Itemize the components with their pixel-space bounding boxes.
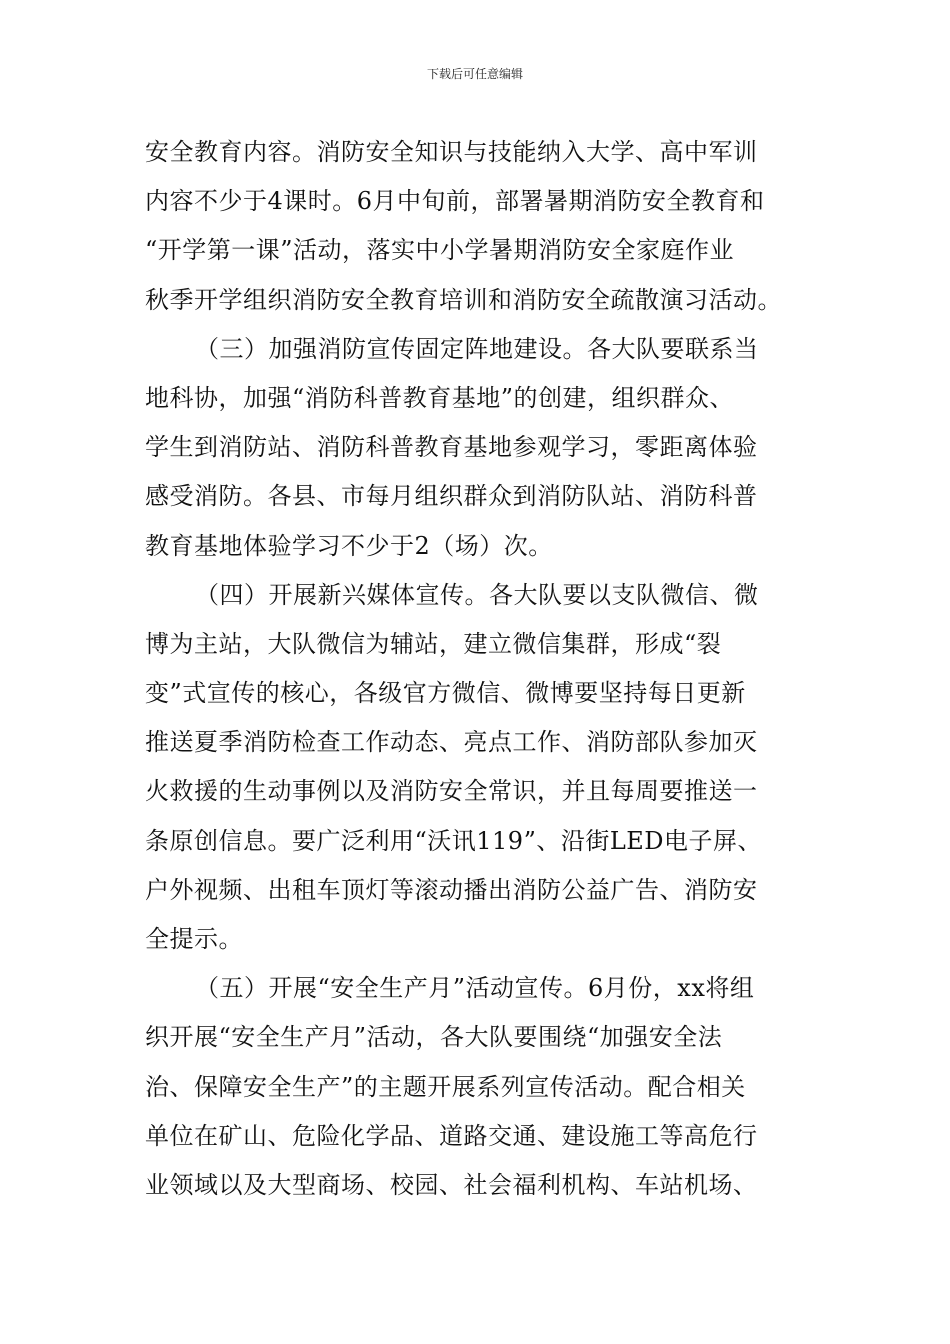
page-header: 下载后可任意编辑 (426, 67, 523, 81)
text-line: 条原创信息。要广泛利用“沃讯119”、沿街LED电子屏、 (145, 826, 763, 855)
text-line: 火救援的生动事例以及消防安全常识，并且每周要推送一 (145, 777, 758, 806)
text-line: 推送夏季消防检查工作动态、亮点工作、消防部队参加灭 (145, 728, 758, 757)
text-line: 感受消防。各县、市每月组织群众到消防队站、消防科普 (145, 482, 758, 511)
text-line: 教育基地体验学习不少于2（场）次。 (145, 531, 553, 560)
text-line: “开学第一课”活动，落实中小学暑期消防安全家庭作业 (145, 236, 735, 265)
text-line: 变”式宣传的核心，各级官方微信、微博要坚持每日更新 (145, 679, 746, 708)
text-line: 学生到消防站、消防科普教育基地参观学习，零距离体验 (145, 433, 758, 462)
text-line: 户外视频、出租车顶灯等滚动播出消防公益广告、消防安 (145, 875, 758, 904)
text-line: 地科协，加强“消防科普教育基地”的创建，组织群众、 (145, 383, 735, 412)
paragraph-start-line: （五）开展“安全生产月”活动宣传。6月份，xx将组 (195, 974, 755, 1003)
text-line: 秋季开学组织消防安全教育培训和消防安全疏散演习活动。 (145, 285, 782, 314)
text-line: 织开展“安全生产月”活动，各大队要围绕“加强安全法 (145, 1023, 723, 1052)
paragraph-start-line: （三）加强消防宣传固定阵地建设。各大队要联系当 (195, 334, 759, 363)
paragraph-start-line: （四）开展新兴媒体宣传。各大队要以支队微信、微 (195, 580, 759, 609)
document-body (145, 128, 805, 1210)
text-line: 安全教育内容。消防安全知识与技能纳入大学、高中军训 (145, 138, 758, 166)
text-line: 全提示。 (145, 925, 243, 953)
text-line: 博为主站，大队微信为辅站，建立微信集群，形成“裂 (145, 629, 722, 658)
text-line: 治、保障安全生产”的主题开展系列宣传活动。配合相关 (145, 1072, 746, 1101)
text-line: 内容不少于4课时。6月中旬前，部署暑期消防安全教育和 (145, 187, 765, 216)
text-line: 单位在矿山、危险化学品、道路交通、建设施工等高危行 (145, 1121, 758, 1150)
text-line: 业领域以及大型商场、校园、社会福利机构、车站机场、 (145, 1170, 758, 1199)
